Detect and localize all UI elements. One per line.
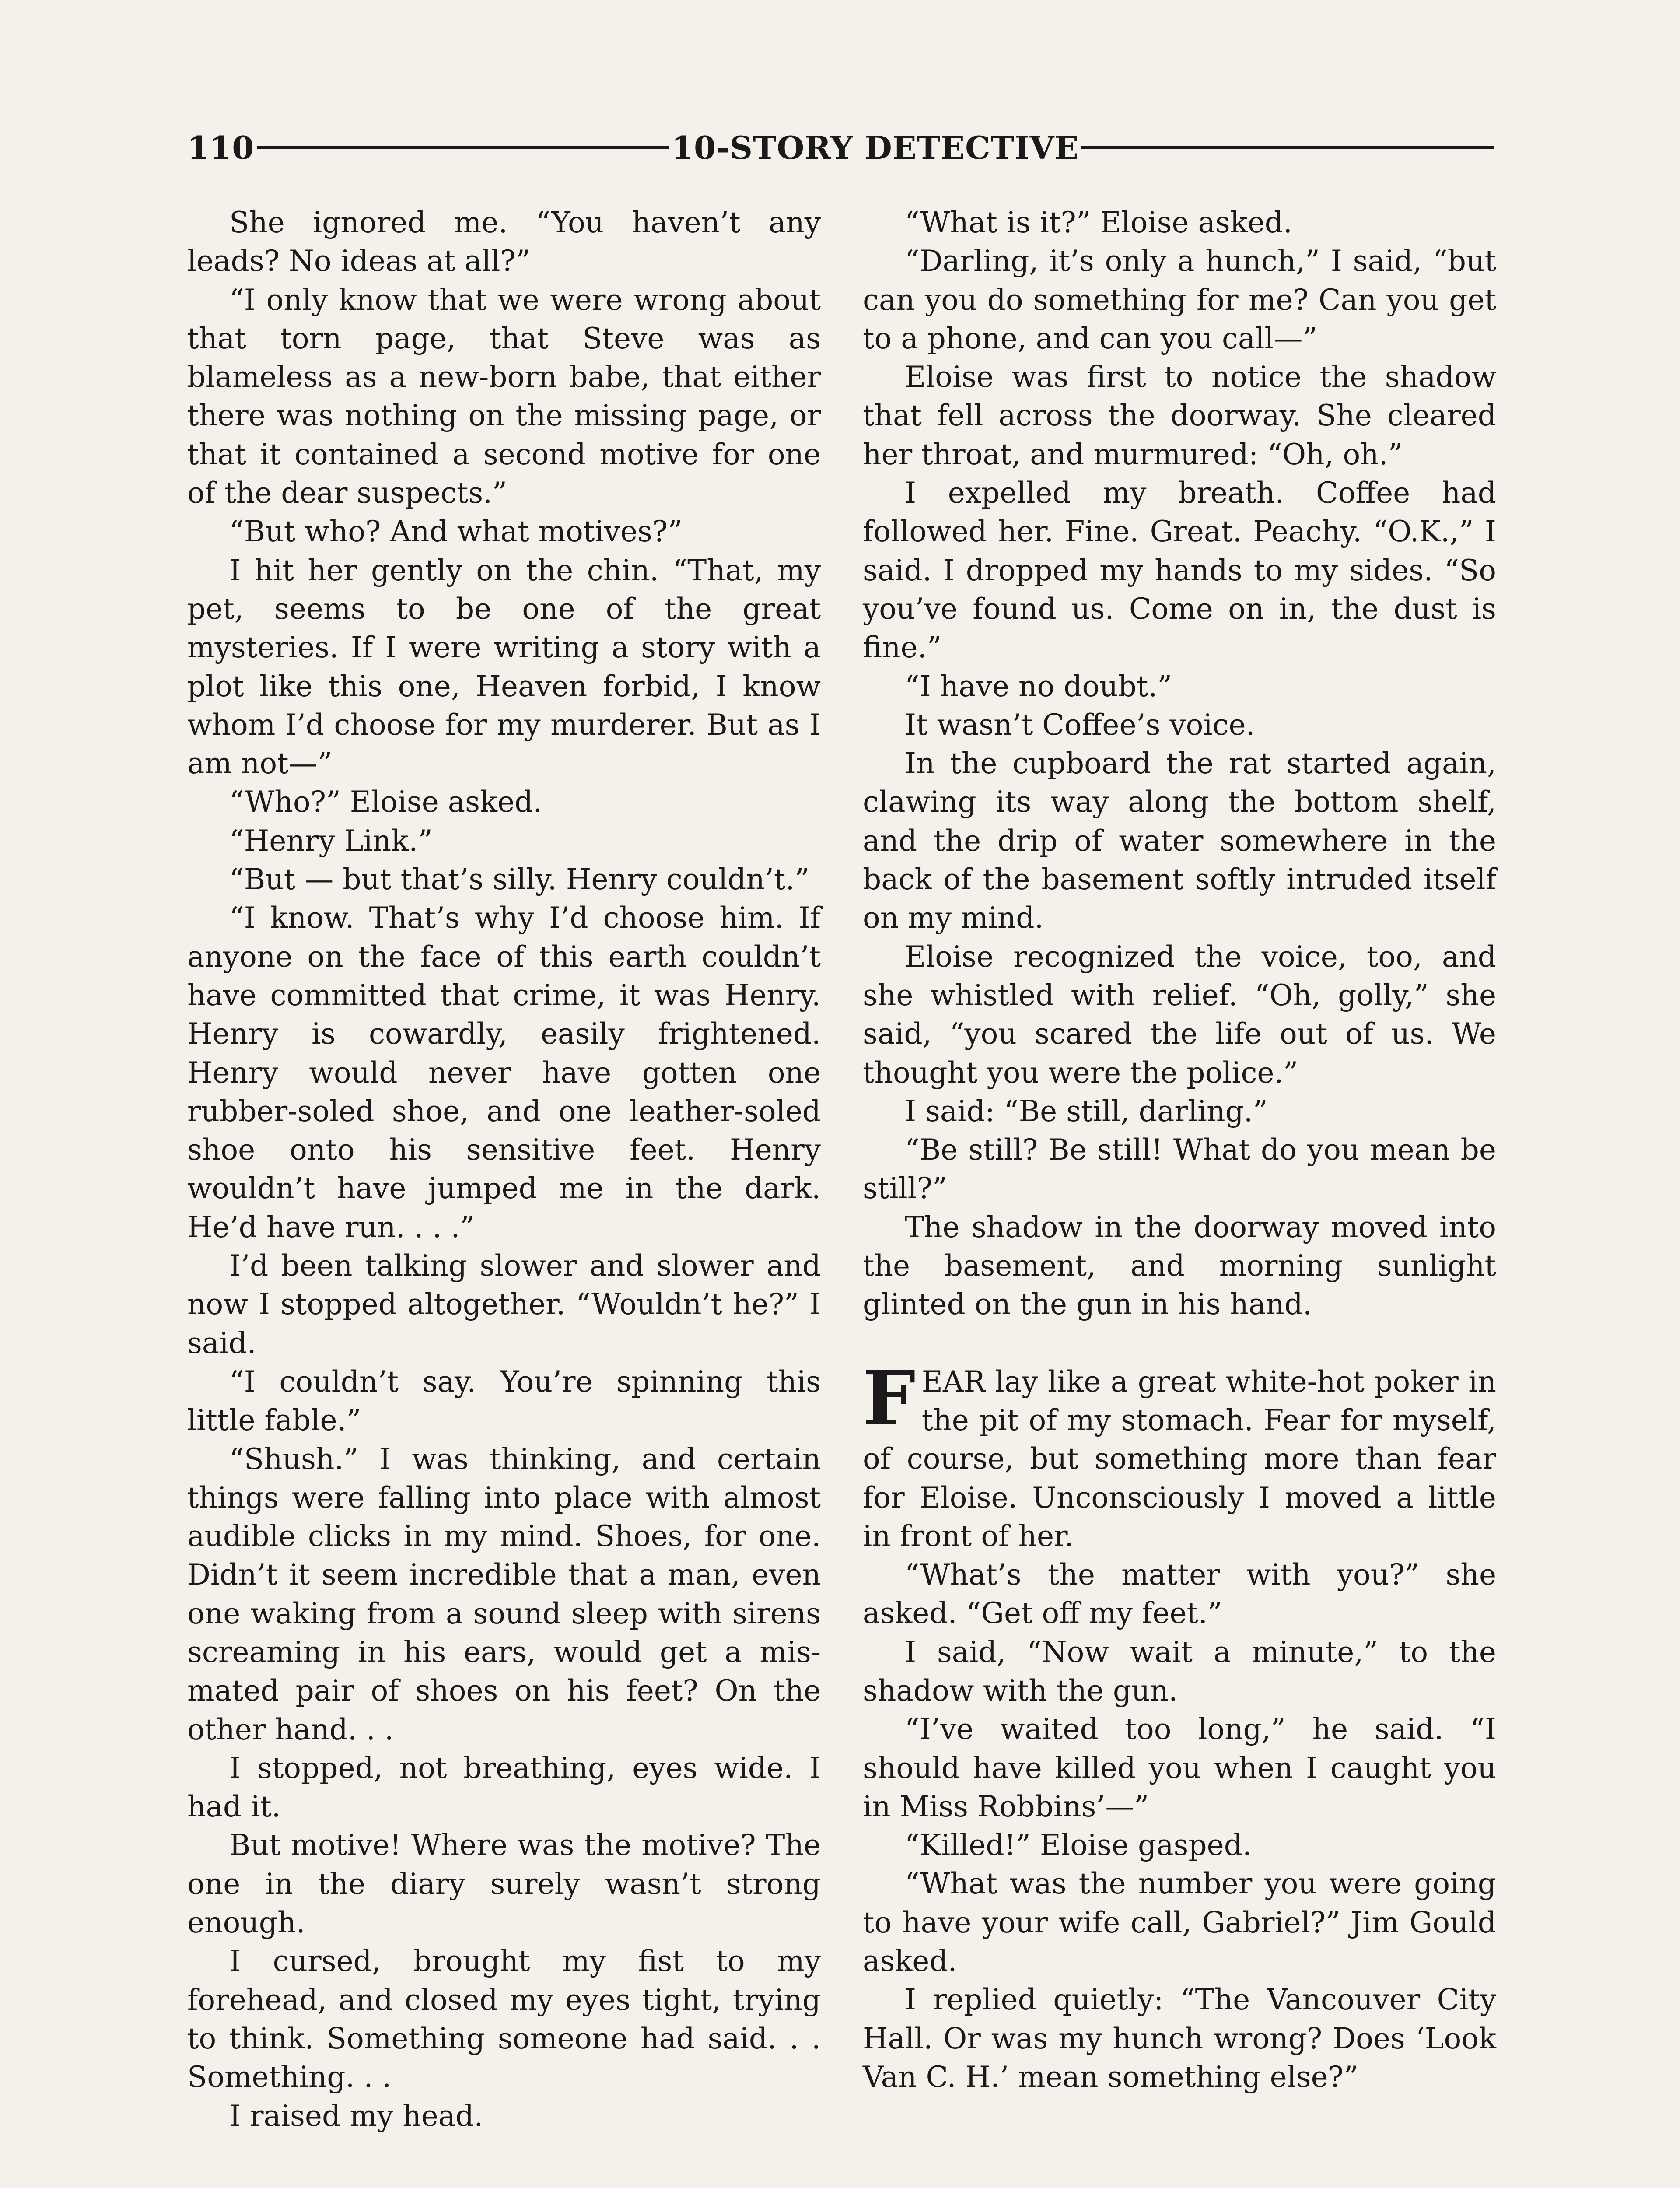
paragraph: I raised my head.: [229, 2099, 483, 2133]
paragraph: “I only know that we were wrong about that torn page, that Steve was as blameless as a new-born babe, that either there was nothing on the missing page, or that it contained a second motive for one of the dear suspects.”: [187, 283, 821, 510]
paragraph: “Darling, it’s only a hunch,” I said, “but can you do something for me? Can you get to a phone, and can you call—”: [863, 244, 1496, 355]
header-rule-left: [257, 146, 669, 149]
paragraph: I’d been talking slower and slower and now I stopped altogether. “Wouldn’t he?” I said.: [187, 1249, 821, 1360]
paragraph: The shadow in the doorway moved into the basement, and morning sunlight glinted on the gun in his hand.: [863, 1210, 1496, 1322]
drop-cap: F: [863, 1354, 916, 1442]
paragraph: I hit her gently on the chin. “That, my pet, seems to be one of the great mysteries. If I were writing a story with a plot like this one, Heaven forbid, I know whom I’d choose for my murderer. But as I am not—”: [187, 553, 821, 781]
paragraph: I expelled my breath. Coffee had followed her. Fine. Great. Peachy. “O.K.,” I said. I dropped my hands to my sides. “So you’ve found us. Come on in, the dust is fine.”: [863, 476, 1496, 665]
paragraph: “I have no doubt.”: [905, 669, 1172, 703]
paragraph: “Killed!” Eloise gasped.: [905, 1828, 1252, 1862]
paragraph: She ignored me. “You haven’t any leads? No ideas at all?”: [187, 206, 821, 278]
paragraph: I cursed, brought my fist to my forehead, and closed my eyes tight, trying to think. Something someone had said. . . Something. . .: [187, 1944, 821, 2094]
paragraph: “I know. That’s why I’d choose him. If anyone on the face of this earth couldn’t have committed that crime, it was Henry. Henry is cowardly, easily frightened. Henry would never have gotten one rubber-soled shoe, and one leather-soled shoe onto his sensitive feet. Henry wouldn’t have jumped me in the dark. He’d have run. . . .”: [187, 901, 821, 1244]
paragraph: “I’ve waited too long,” he said. “I should have killed you when I caught you in Miss Robbins’—”: [863, 1712, 1496, 1823]
story-body: [187, 203, 1496, 2188]
paragraph: I stopped, not breathing, eyes wide. I had it.: [187, 1751, 821, 1824]
section-break-text: EAR lay like a great white-hot poker in the pit of my stomach. Fear for myself, of course, but something more than fear for Eloise. Unconsciously I moved a little in front of her.: [863, 1364, 1496, 1553]
paragraph: Eloise recognized the voice, too, and she whistled with relief. “Oh, golly,” she said, “you scared the life out of us. We thought you were the police.”: [863, 940, 1496, 1090]
left-column: [187, 203, 821, 2188]
paragraph: “What was the number you were going to have your wife call, Gabriel?” Jim Gould asked.: [863, 1867, 1496, 1978]
paragraph: In the cupboard the rat started again, clawing its way along the bottom shelf, and the drip of water somewhere in the back of the basement softly intruded itself on my mind.: [863, 747, 1496, 935]
paragraph: “But — but that’s silly. Henry couldn’t.”: [229, 863, 810, 897]
section-break-paragraph: [863, 1354, 1496, 1556]
paragraph: “What’s the matter with you?” she asked. “Get off my feet.”: [863, 1558, 1496, 1630]
paragraph: “But who? And what motives?”: [229, 515, 682, 549]
paragraph: But motive! Where was the motive? The one in the diary surely wasn’t strong enough.: [187, 1828, 821, 1940]
paragraph: Eloise was first to notice the shadow that fell across the doorway. She cleared her throat, and murmured: “Oh, oh.”: [863, 360, 1496, 471]
paragraph: I replied quietly: “The Vancouver City Hall. Or was my hunch wrong? Does ‘Look Van C. H.’ mean something else?”: [863, 1983, 1496, 2094]
paragraph: “I couldn’t say. You’re spinning this little fable.”: [187, 1364, 821, 1438]
paragraph: “Shush.” I was thinking, and certain things were falling into place with almost audible clicks in my mind. Shoes, for one. Didn’t it seem incredible that a man, even one waking from a sound sleep with sirens screaming in his ears, would get a mis-mated pair of shoes on his feet? On the other hand. . .: [187, 1442, 821, 1746]
magazine-title: 10-STORY DETECTIVE: [671, 129, 1079, 166]
paragraph: “Who?” Eloise asked.: [229, 785, 542, 819]
paragraph: “What is it?” Eloise asked.: [905, 206, 1293, 239]
page-number: 110: [187, 129, 255, 166]
paragraph: I said: “Be still, darling.”: [905, 1094, 1268, 1128]
right-column: [863, 203, 1496, 2188]
paragraph: I said, “Now wait a minute,” to the shadow with the gun.: [863, 1635, 1496, 1708]
running-header: [187, 123, 1496, 172]
paragraph: It wasn’t Coffee’s voice.: [905, 708, 1255, 742]
paragraph: “Henry Link.”: [229, 824, 433, 858]
header-rule-right: [1082, 146, 1494, 149]
paragraph: “Be still? Be still! What do you mean be still?”: [863, 1133, 1496, 1206]
